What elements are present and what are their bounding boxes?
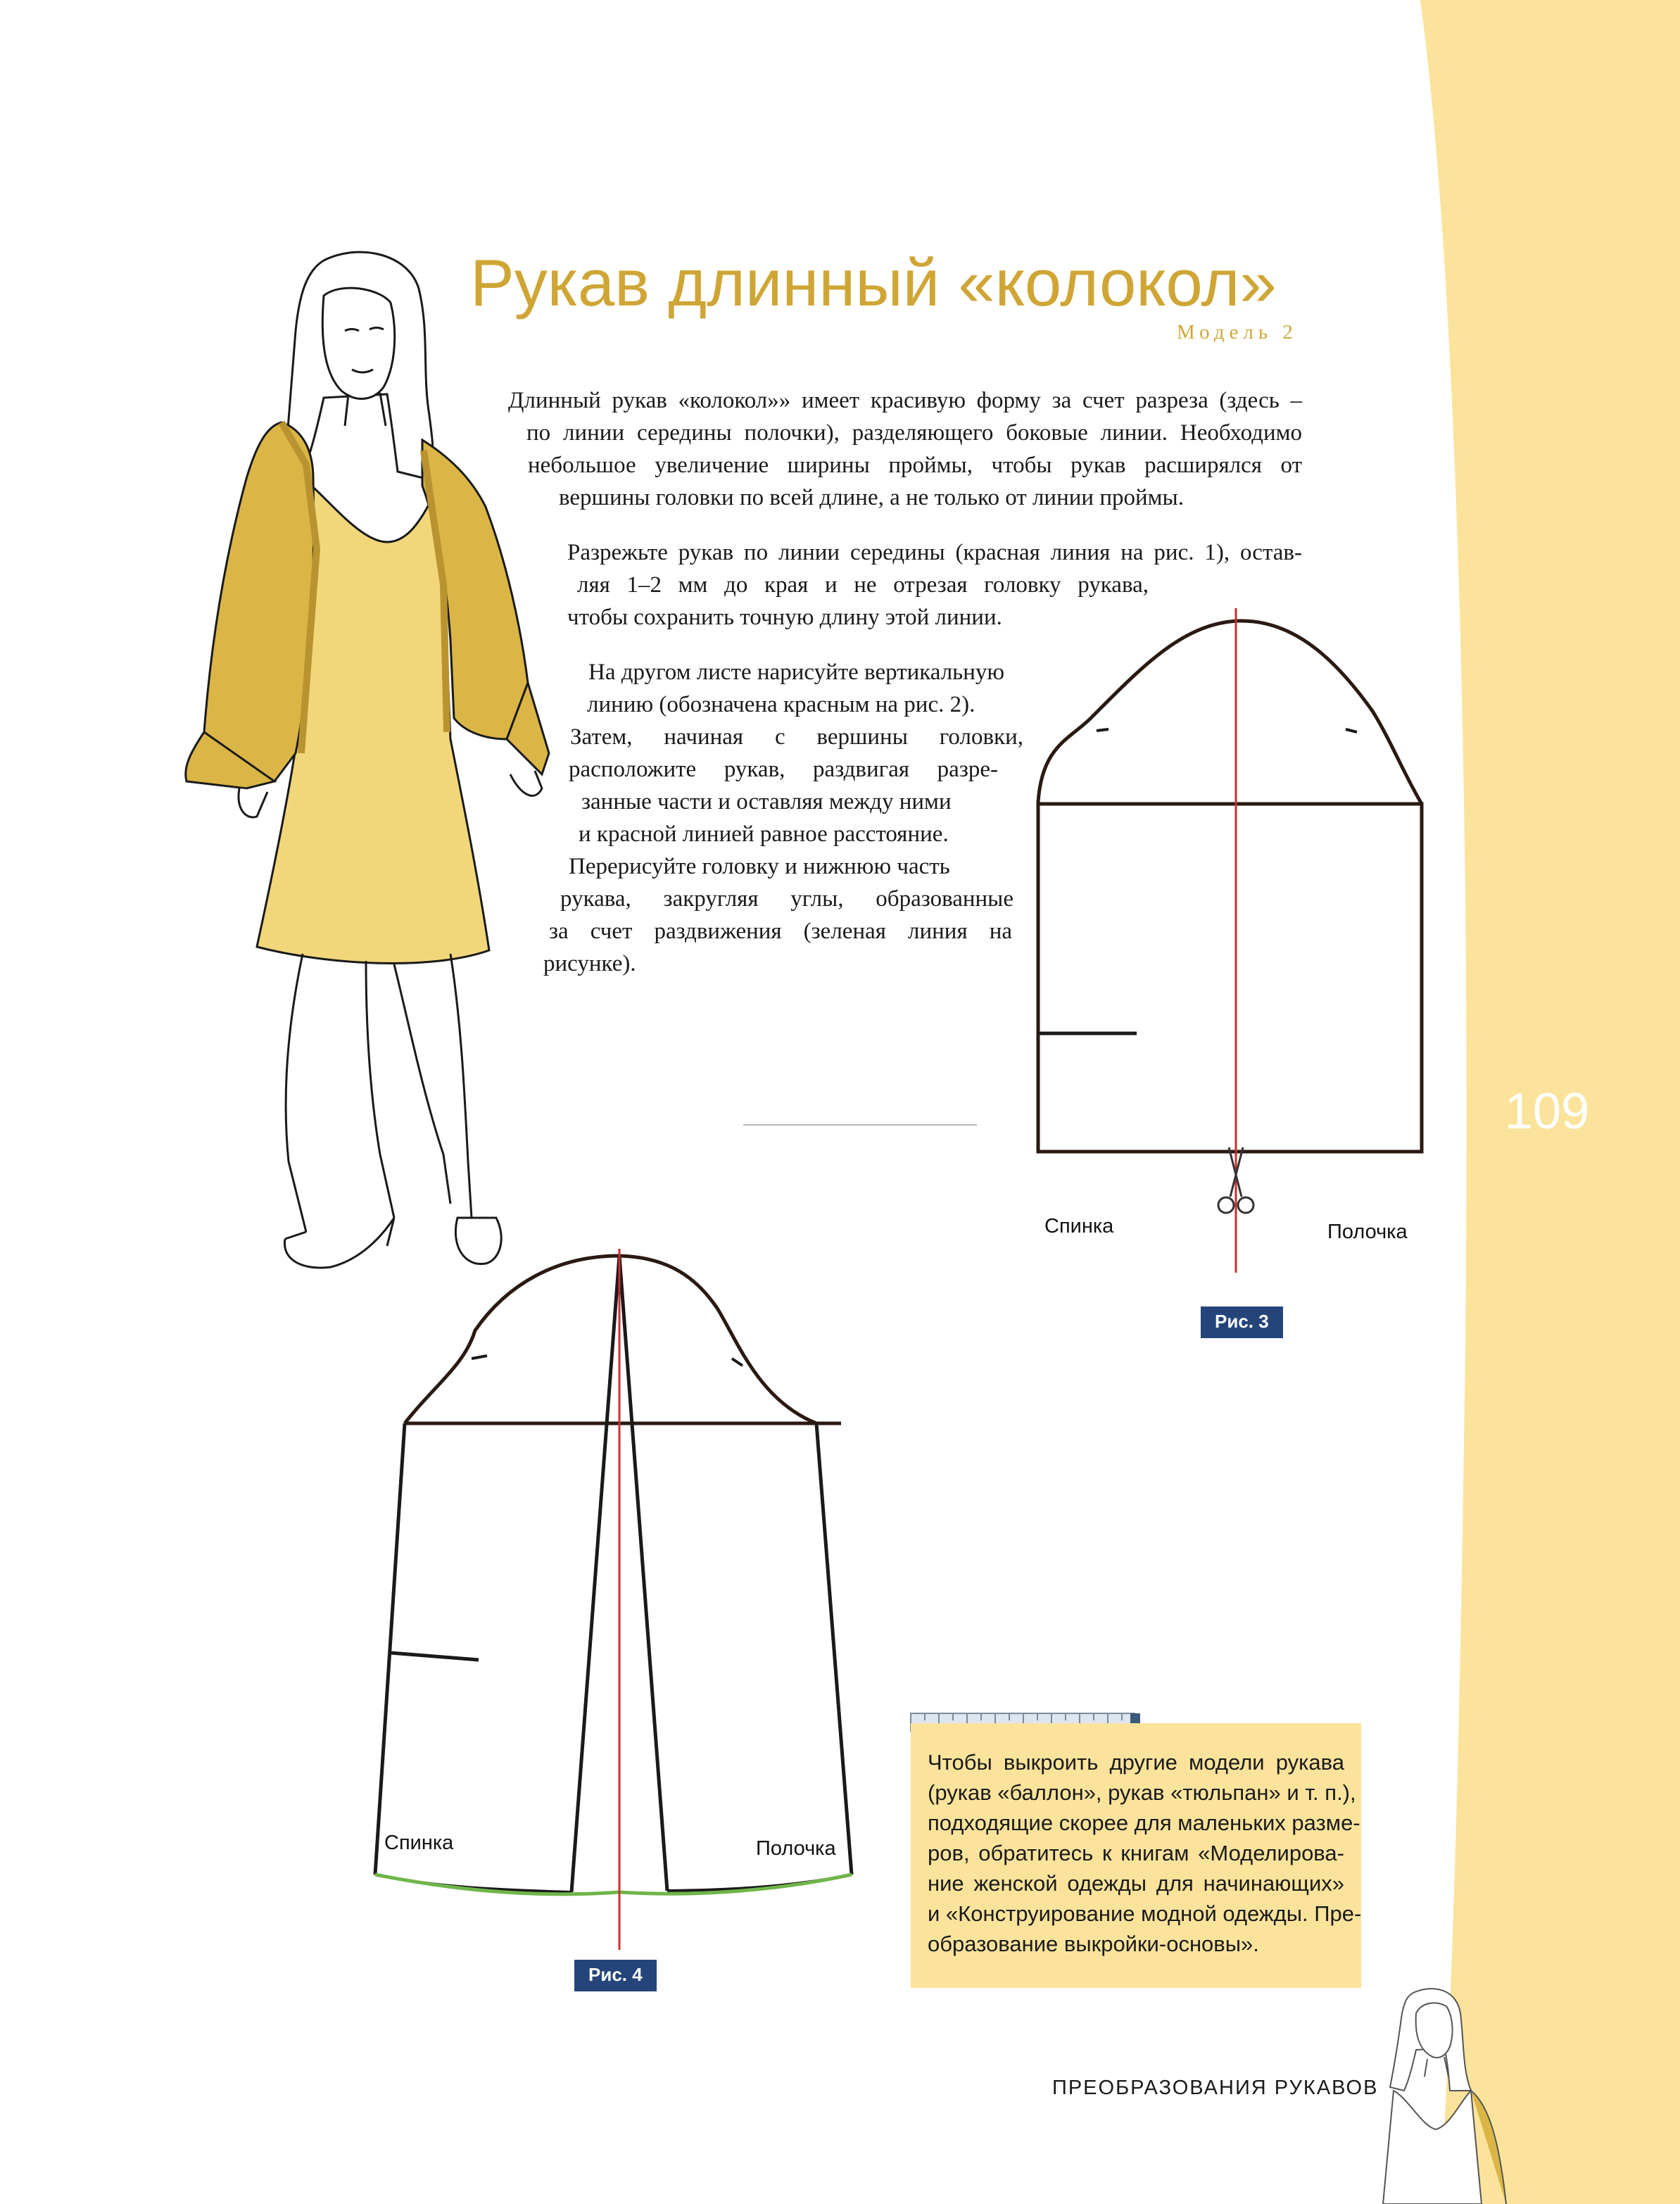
fig4-label-front: Полочка xyxy=(756,1837,836,1860)
intro-line-2: по линии середины полочки), разделяющего боковые линии. Необходимо xyxy=(526,420,1302,446)
figure-4-bell-sleeve-pattern xyxy=(366,1246,873,1971)
spread-line-2: линию (обозначена красным на рис. 2). xyxy=(587,692,975,717)
fig3-label-front: Полочка xyxy=(1327,1221,1408,1243)
spread-line-7: Перерисуйте головку и нижнюю часть xyxy=(569,854,950,879)
intro-paragraph xyxy=(508,384,1302,514)
cut-line-1: Разрежьте рукав по линии середины (красная линия на рис. 1), остав- xyxy=(567,540,1302,565)
intro-line-1: Длинный рукав «колокол»» имеет красивую форму за счет разреза (здесь – xyxy=(508,388,1302,413)
note-line-2: (рукав «баллон», рукав «тюльпан» и т. п.), xyxy=(928,1780,1356,1805)
page-number: 109 xyxy=(1505,1083,1590,1140)
fig3-caption-badge: Рис. 3 xyxy=(1201,1306,1283,1338)
spread-instructions-paragraph xyxy=(543,656,1022,980)
figure-3-sleeve-pattern xyxy=(1028,605,1436,1281)
intro-line-3: небольшое увеличение ширины проймы, чтобы рукав расширялся от xyxy=(528,453,1302,478)
cut-line-3: чтобы сохранить точную длину этой линии. xyxy=(567,605,1002,630)
note-line-4: ров, обратитесь к книгам «Моделирова- xyxy=(928,1841,1344,1865)
note-line-1: Чтобы выкроить другие модели рукава xyxy=(928,1750,1344,1775)
note-line-5: ние женской одежды для начинающих» xyxy=(928,1871,1344,1896)
spread-line-6: и красной линией равное расстояние. xyxy=(579,821,949,847)
reference-note-box xyxy=(911,1723,1361,1988)
cut-line-2: ляя 1–2 мм до края и не отрезая головку рукава, xyxy=(577,572,1149,598)
footer-section-title: ПРЕОБРАЗОВАНИЯ РУКАВОВ xyxy=(1052,2077,1379,2099)
page-title: Рукав длинный «колокол» xyxy=(470,246,1277,320)
note-line-3: подходящие скорее для маленьких разме- xyxy=(928,1811,1360,1835)
fig3-label-back: Спинка xyxy=(1044,1215,1114,1238)
spread-line-10: рисунке). xyxy=(543,951,636,976)
spread-line-8: рукава, закругляя углы, образованные xyxy=(560,886,1013,912)
intro-line-4: вершины головки по всей длине, а не только от линии проймы. xyxy=(559,485,1184,510)
note-line-6: и «Конструирование модной одежды. Пре- xyxy=(928,1901,1362,1926)
spread-line-5: занные части и оставляя между ними xyxy=(581,789,952,814)
model-subtitle: Модель 2 xyxy=(1177,321,1298,344)
small-woman-sketch xyxy=(1365,1985,1506,2204)
spread-line-1: На другом листе нарисуйте вертикальную xyxy=(588,660,1005,685)
fig4-label-back: Спинка xyxy=(384,1832,454,1854)
fig4-caption-badge: Рис. 4 xyxy=(574,1960,657,1991)
spread-line-4: расположите рукав, раздвигая разре- xyxy=(569,757,998,782)
spread-line-9: за счет раздвижения (зеленая линия на xyxy=(549,919,1012,944)
note-line-7: образование выкройки-основы». xyxy=(928,1932,1259,1956)
woman-figure-illustration xyxy=(218,246,556,1274)
spread-line-3: Затем, начиная с вершины головки, xyxy=(570,724,1023,750)
divider-line xyxy=(743,1124,977,1126)
